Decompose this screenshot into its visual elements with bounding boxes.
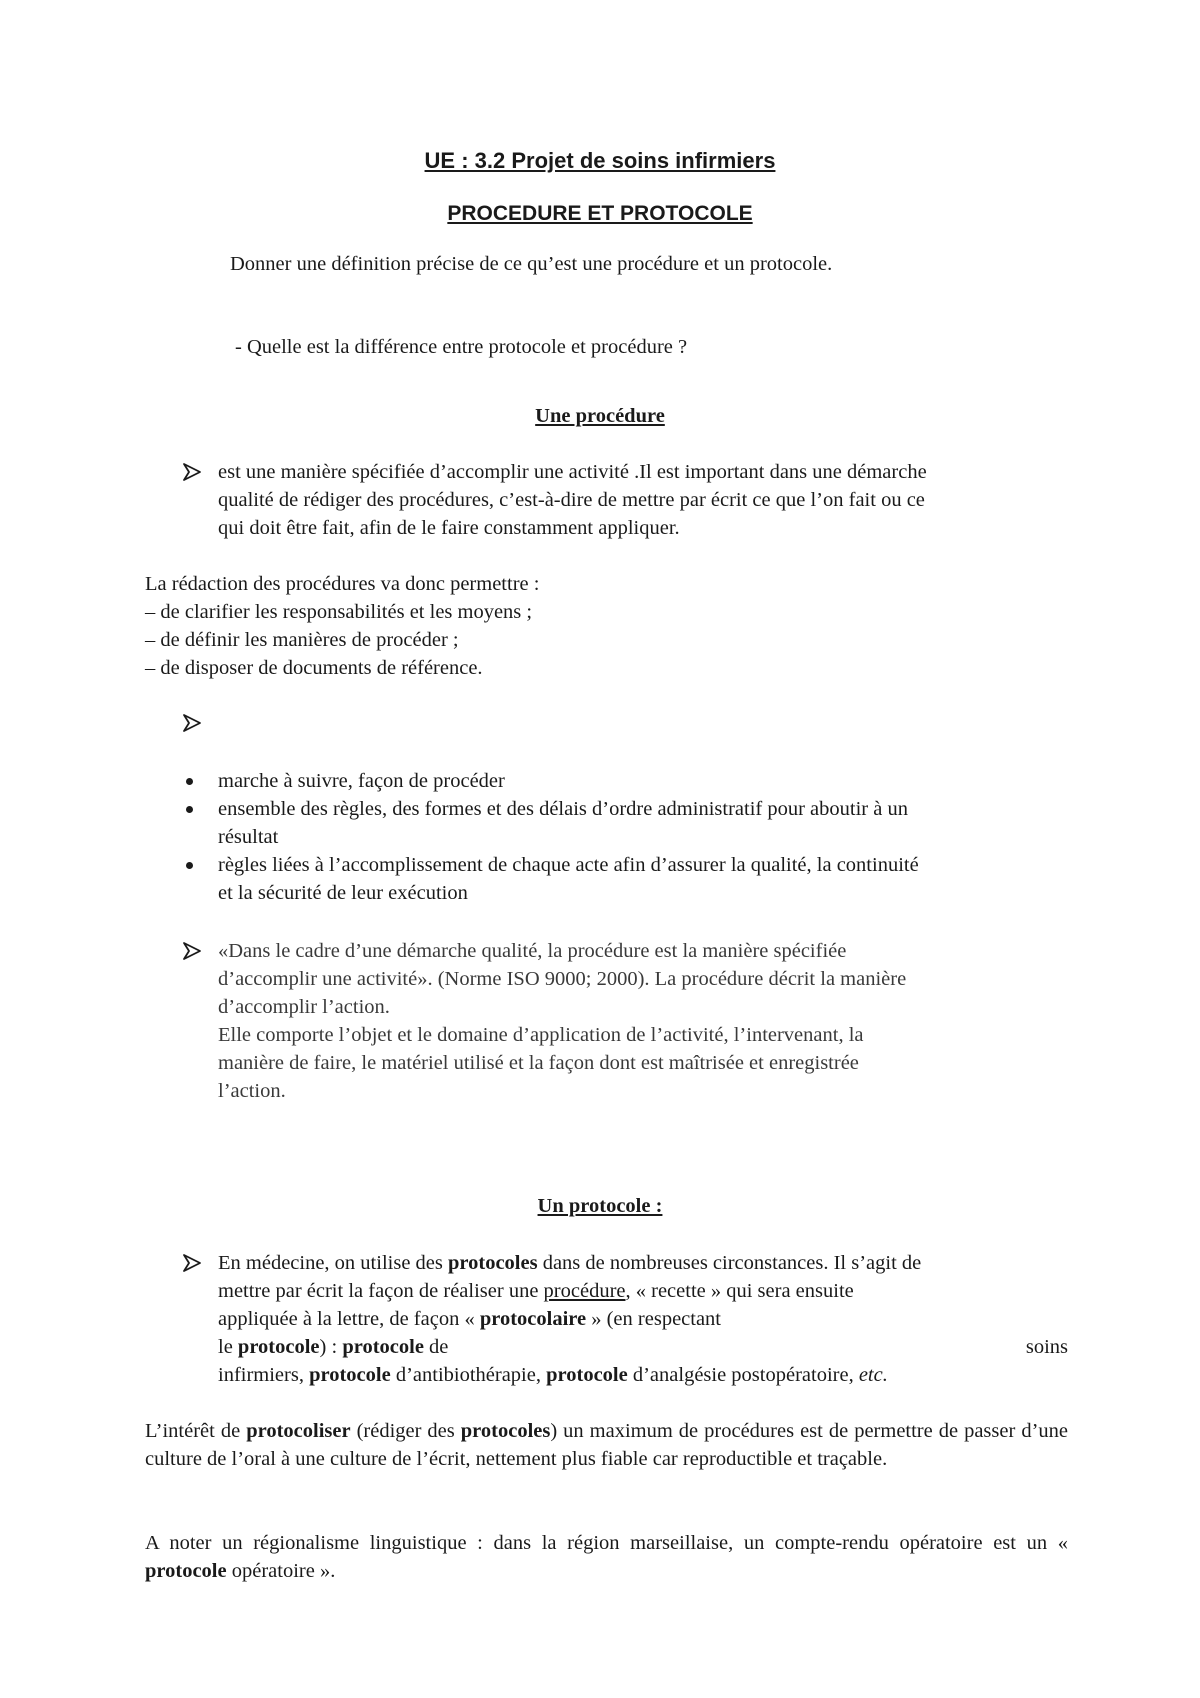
redaction-list: [145, 570, 1068, 682]
text-line: – de définir les manières de procéder ;: [145, 629, 459, 651]
procedure-point-1: [218, 458, 1068, 542]
text-line: le protocole) : protocole de soins: [218, 1336, 1068, 1358]
text-line: infirmiers, protocole d’antibiothérapie, protocole d’analgésie postopératoire, etc.: [218, 1364, 888, 1386]
arrow-bullet-icon: [182, 941, 202, 961]
text-line: En médecine, on utilise des protocoles dans de nombreuses circonstances. Il s’agit de: [218, 1252, 922, 1274]
bullet-item: [218, 851, 1068, 907]
text-line: et la sécurité de leur exécution: [218, 882, 468, 904]
main-title: PROCEDURE ET PROTOCOLE: [447, 202, 753, 225]
text-line: d’accomplir l’action.: [218, 996, 390, 1018]
text-line: appliquée à la lettre, de façon « protocolaire » (en respectant: [218, 1308, 722, 1330]
text-line: manière de faire, le matériel utilisé et la façon dont est maîtrisée et enregistrée: [218, 1052, 859, 1074]
text-line: est une manière spécifiée d’accomplir une activité .Il est important dans une démarche: [218, 461, 927, 483]
bullet-item: [218, 767, 1068, 795]
text-line: Elle comporte l’objet et le domaine d’application de l’activité, l’intervenant, la: [218, 1024, 864, 1046]
protocoliser-paragraph: L’intérêt de protocoliser (rédiger des protocoles) un maximum de procédures est de permettre de passer d’une culture de l’oral à une culture de l’écrit, nettement plus fiable car reproductible et traçable.: [145, 1420, 1068, 1470]
arrow-bullet-icon: [182, 713, 202, 733]
text-line: qualité de rédiger des procédures, c’est-à-dire de mettre par écrit ce que l’on fait ou ce: [218, 489, 925, 511]
text-line: La rédaction des procédures va donc permettre :: [145, 573, 540, 595]
text-line: résultat: [218, 826, 279, 848]
arrow-bullet-icon: [182, 1253, 202, 1273]
text-line: marche à suivre, façon de procéder: [218, 770, 505, 792]
text-line: qui doit être fait, afin de le faire constamment appliquer.: [218, 517, 680, 539]
bullet-dot-icon: [186, 806, 193, 813]
ue-title: UE : 3.2 Projet de soins infirmiers: [424, 148, 776, 173]
text-line: ensemble des règles, des formes et des délais d’ordre administratif pour aboutir à un: [218, 798, 908, 820]
iso-quote: [218, 937, 1068, 1105]
bullet-dot-icon: [186, 778, 193, 785]
question-text: - Quelle est la différence entre protocole et procédure ?: [235, 336, 688, 358]
text-line: d’accomplir une activité». (Norme ISO 9000; 2000). La procédure décrit la manière: [218, 968, 907, 990]
regionalisme-paragraph: A noter un régionalisme linguistique : dans la région marseillaise, un compte-rendu opératoire est un « protocole opératoire ».: [145, 1532, 1068, 1582]
text-line: «Dans le cadre d’une démarche qualité, la procédure est la manière spécifiée: [218, 940, 847, 962]
bullet-item: [218, 795, 1068, 851]
bullet-dot-icon: [186, 862, 193, 869]
text-line: – de clarifier les responsabilités et les moyens ;: [145, 601, 533, 623]
procedure-link[interactable]: procédure: [543, 1280, 626, 1302]
text-line: règles liées à l’accomplissement de chaque acte afin d’assurer la qualité, la continuité: [218, 854, 919, 876]
instruction-text: Donner une définition précise de ce qu’est une procédure et un protocole.: [230, 253, 833, 275]
arrow-bullet-icon: [182, 462, 202, 482]
text-line: l’action.: [218, 1080, 286, 1102]
procedure-heading: Une procédure: [535, 405, 665, 427]
text-line: – de disposer de documents de référence.: [145, 657, 483, 679]
protocole-heading: Un protocole :: [537, 1195, 663, 1217]
text-line: mettre par écrit la façon de réaliser une procédure, « recette » qui sera ensuite: [218, 1280, 854, 1302]
protocole-point-1: [218, 1249, 1068, 1389]
